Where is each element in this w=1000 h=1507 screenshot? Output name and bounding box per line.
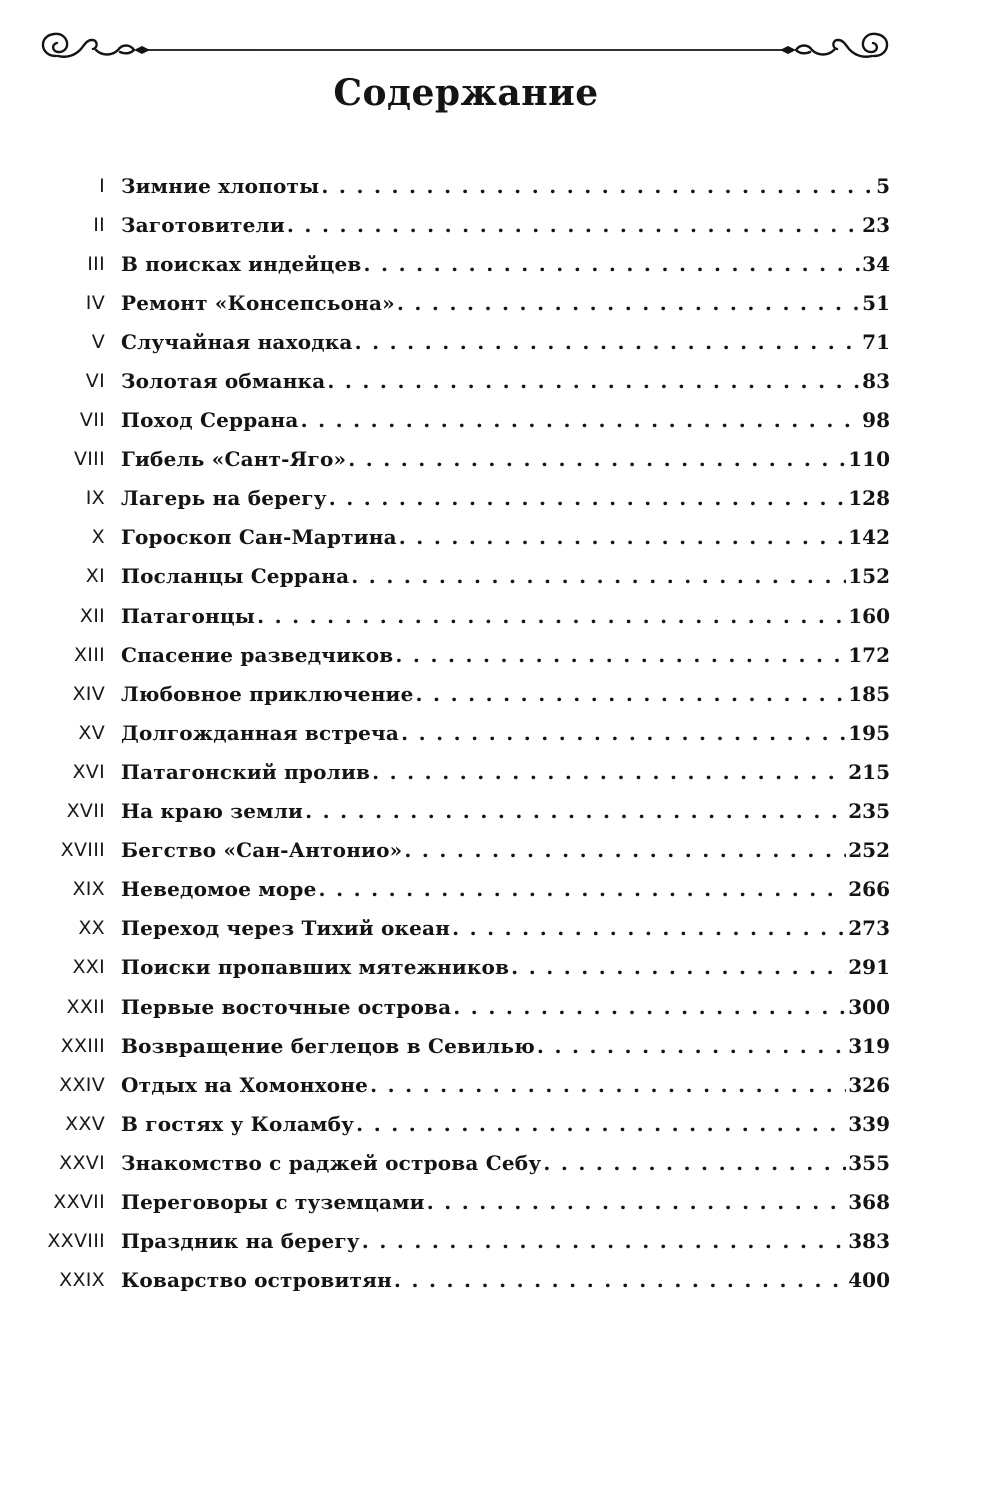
chapter-title: Отдых на Хомонхоне <box>121 1072 369 1097</box>
table-of-contents <box>0 166 1000 1300</box>
chapter-number: IX <box>85 487 105 510</box>
page-number: 51 <box>862 290 890 315</box>
page-number: 300 <box>848 994 890 1019</box>
toc-entry <box>0 987 1000 1026</box>
page-number: 339 <box>848 1111 890 1136</box>
chapter-number: XV <box>78 721 105 744</box>
chapter-title: В поисках индейцев <box>121 251 362 276</box>
page-number: 400 <box>848 1268 890 1293</box>
toc-entry <box>0 1222 1000 1261</box>
chapter-number: XXVI <box>59 1151 105 1174</box>
chapter-number: XVI <box>72 760 105 783</box>
chapter-number: XI <box>85 565 105 588</box>
page-number: 195 <box>848 720 890 745</box>
dot-leader <box>370 1073 846 1097</box>
toc-entry <box>0 401 1000 440</box>
page-number: 5 <box>876 173 890 198</box>
chapter-title: Переговоры с туземцами <box>121 1189 425 1214</box>
dot-leader <box>329 486 847 510</box>
chapter-number: XXIV <box>59 1073 105 1096</box>
dot-leader <box>397 291 860 315</box>
dot-leader <box>257 604 846 628</box>
toc-entry <box>0 440 1000 479</box>
page-number: 252 <box>848 838 890 863</box>
page-number: 128 <box>848 486 890 511</box>
dot-leader <box>394 1268 846 1292</box>
chapter-title: Поход Серрана <box>121 408 299 433</box>
page-number: 326 <box>848 1072 890 1097</box>
chapter-title: Лагерь на берегу <box>121 486 327 511</box>
toc-entry <box>0 831 1000 870</box>
dot-leader <box>537 1034 846 1058</box>
toc-entry <box>0 1261 1000 1300</box>
chapter-number: IV <box>85 291 105 314</box>
toc-line <box>121 1034 890 1058</box>
toc-line <box>121 682 890 706</box>
chapter-number: XII <box>79 604 105 627</box>
page-number: 110 <box>848 447 890 472</box>
chapter-title: Ремонт «Консепсьона» <box>121 290 395 315</box>
dot-leader <box>427 1190 847 1214</box>
chapter-number: I <box>99 174 105 197</box>
chapter-number: V <box>91 330 105 353</box>
chapter-number: XIII <box>73 643 105 666</box>
toc-line <box>121 447 890 471</box>
toc-entry <box>0 674 1000 713</box>
chapter-number: XX <box>78 917 105 940</box>
toc-entry <box>0 870 1000 909</box>
chapter-title: Долгожданная встреча <box>121 720 400 745</box>
toc-entry <box>0 283 1000 322</box>
chapter-title: Коварство островитян <box>121 1268 392 1293</box>
chapter-title: Спасение разведчиков <box>121 642 394 667</box>
toc-line <box>121 760 890 784</box>
toc-line <box>121 525 890 549</box>
chapter-number: XXII <box>66 995 105 1018</box>
chapter-title: Зимние хлопоты <box>121 173 320 198</box>
dot-leader <box>356 1112 846 1136</box>
toc-entry <box>0 518 1000 557</box>
chapter-number: XIX <box>72 878 105 901</box>
chapter-title: Праздник на берегу <box>121 1229 360 1254</box>
dot-leader <box>372 760 846 784</box>
page-number: 152 <box>848 564 890 589</box>
toc-line <box>121 252 890 276</box>
dot-leader <box>452 916 846 940</box>
toc-line <box>121 995 890 1019</box>
dot-leader <box>355 330 861 354</box>
chapter-number: XVIII <box>60 839 105 862</box>
chapter-number: X <box>91 526 105 549</box>
page-number: 98 <box>862 408 890 433</box>
toc-line <box>121 213 890 237</box>
chapter-title: Случайная находка <box>121 329 353 354</box>
chapter-title: Возвращение беглецов в Севилью <box>121 1033 535 1058</box>
chapter-title: В гостях у Коламбу <box>121 1111 355 1136</box>
dot-leader <box>327 369 860 393</box>
toc-line <box>121 955 890 979</box>
toc-entry <box>0 244 1000 283</box>
page-number: 319 <box>848 1033 890 1058</box>
chapter-title: Патагонцы <box>121 603 256 628</box>
toc-line <box>121 408 890 432</box>
dot-leader <box>301 408 861 432</box>
dot-leader <box>319 877 847 901</box>
page-number: 355 <box>848 1150 890 1175</box>
toc-line <box>121 799 890 823</box>
page-number: 383 <box>848 1229 890 1254</box>
dot-leader <box>348 447 846 471</box>
page-number: 142 <box>848 525 890 550</box>
dot-leader <box>321 174 874 198</box>
toc-entry <box>0 479 1000 518</box>
toc-line <box>121 877 890 901</box>
page-number: 215 <box>848 759 890 784</box>
page-title: Содержание <box>333 72 599 114</box>
toc-entry <box>0 557 1000 596</box>
chapter-number: VII <box>79 409 105 432</box>
dot-leader <box>364 252 861 276</box>
toc-entry <box>0 635 1000 674</box>
toc-line <box>121 1112 890 1136</box>
toc-entry <box>0 1143 1000 1182</box>
page-number: 266 <box>848 877 890 902</box>
toc-entry <box>0 322 1000 361</box>
chapter-number: XXIX <box>59 1269 105 1292</box>
toc-entry <box>0 948 1000 987</box>
chapter-number: III <box>87 252 105 275</box>
chapter-number: VIII <box>73 448 105 471</box>
toc-entry <box>0 909 1000 948</box>
toc-line <box>121 369 890 393</box>
page-number: 368 <box>848 1189 890 1214</box>
chapter-title: Посланцы Серрана <box>121 564 350 589</box>
chapter-title: Любовное приключение <box>121 681 414 706</box>
chapter-title: Первые восточные острова <box>121 994 452 1019</box>
dot-leader <box>395 643 846 667</box>
toc-line <box>121 643 890 667</box>
toc-line <box>121 174 890 198</box>
toc-entry <box>0 596 1000 635</box>
toc-line <box>121 1190 890 1214</box>
toc-entry <box>0 1026 1000 1065</box>
toc-line <box>121 1229 890 1253</box>
page-number: 172 <box>848 642 890 667</box>
toc-line <box>121 1268 890 1292</box>
page-number: 71 <box>862 329 890 354</box>
chapter-number: XXI <box>72 956 105 979</box>
chapter-title: Поиски пропавших мятежников <box>121 955 510 980</box>
toc-line <box>121 486 890 510</box>
toc-line <box>121 291 890 315</box>
toc-entry <box>0 1104 1000 1143</box>
page-number: 23 <box>862 212 890 237</box>
toc-line <box>121 916 890 940</box>
chapter-title: Переход через Тихий океан <box>121 916 451 941</box>
toc-entry <box>0 1065 1000 1104</box>
toc-entry <box>0 792 1000 831</box>
chapter-number: XXVII <box>53 1190 105 1213</box>
chapter-number: XIV <box>72 682 105 705</box>
toc-entry <box>0 205 1000 244</box>
page-number: 160 <box>848 603 890 628</box>
dot-leader <box>362 1229 846 1253</box>
chapter-title: Гибель «Сант-Яго» <box>121 447 347 472</box>
page-number: 291 <box>848 955 890 980</box>
toc-entry <box>0 713 1000 752</box>
toc-line <box>121 721 890 745</box>
dot-leader <box>287 213 860 237</box>
chapter-title: Золотая обманка <box>121 369 326 394</box>
page-number: 273 <box>848 916 890 941</box>
chapter-number: XXVIII <box>47 1230 105 1253</box>
chapter-title: Знакомство с раджей острова Себу <box>121 1150 542 1175</box>
chapter-title: Гороскоп Сан-Мартина <box>121 525 397 550</box>
flourish-divider-icon <box>36 26 894 70</box>
chapter-number: XXIII <box>60 1034 105 1057</box>
dot-leader <box>453 995 846 1019</box>
dot-leader <box>511 955 846 979</box>
page-number: 34 <box>862 251 890 276</box>
toc-entry <box>0 1182 1000 1221</box>
toc-line <box>121 564 890 588</box>
dot-leader <box>401 721 846 745</box>
dot-leader <box>416 682 847 706</box>
chapter-number: XXV <box>65 1112 105 1135</box>
toc-entry <box>0 361 1000 400</box>
dot-leader <box>404 838 846 862</box>
chapter-number: VI <box>85 370 105 393</box>
dot-leader <box>351 564 846 588</box>
toc-line <box>121 604 890 628</box>
chapter-title: Заготовители <box>121 212 285 237</box>
chapter-number: XVII <box>66 800 105 823</box>
toc-line <box>121 1073 890 1097</box>
toc-entry <box>0 166 1000 205</box>
chapter-number: II <box>93 213 105 236</box>
chapter-title: Бегство «Сан-Антонио» <box>121 838 403 863</box>
dot-leader <box>305 799 846 823</box>
toc-entry <box>0 752 1000 791</box>
dot-leader <box>543 1151 846 1175</box>
dot-leader <box>399 525 846 549</box>
page-number: 83 <box>862 369 890 394</box>
chapter-title: Неведомое море <box>121 877 317 902</box>
page-number: 235 <box>848 799 890 824</box>
chapter-title: На краю земли <box>121 799 304 824</box>
page-number: 185 <box>848 681 890 706</box>
chapter-title: Патагонский пролив <box>121 759 371 784</box>
toc-line <box>121 330 890 354</box>
toc-line <box>121 838 890 862</box>
toc-line <box>121 1151 890 1175</box>
